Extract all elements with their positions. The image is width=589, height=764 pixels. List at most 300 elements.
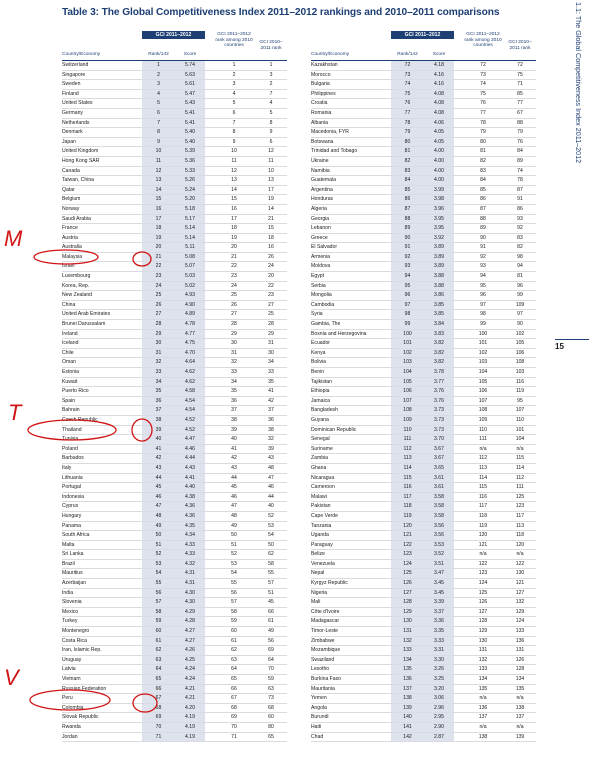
table-row — [311, 569, 536, 579]
rank-among-cell: 70 — [231, 723, 237, 730]
rank-cell: 133 — [391, 646, 424, 655]
prev-rank-cell: 8 — [269, 119, 273, 126]
prev-rank-cell: 135 — [515, 685, 525, 692]
score-cell: 4.08 — [424, 99, 454, 108]
score-cell: 3.73 — [424, 406, 454, 415]
rank-cell: 108 — [391, 406, 424, 415]
table-row — [62, 272, 287, 282]
country-cell: Chile — [62, 349, 74, 356]
table-row — [62, 474, 287, 484]
country-cell: Timor-Leste — [311, 628, 338, 635]
prev-rank-cell: 5 — [269, 109, 273, 116]
score-cell: 3.06 — [424, 694, 454, 703]
table-row — [62, 291, 287, 301]
table-row — [311, 397, 536, 407]
table-row — [311, 243, 536, 253]
country-cell: Montenegro — [62, 628, 90, 635]
score-cell: 5.33 — [175, 167, 205, 176]
column-gap — [454, 99, 462, 108]
rank-among-cell: 101 — [478, 340, 488, 347]
prev-rank-cell: 119 — [515, 388, 525, 395]
rank-cell: 71 — [142, 733, 175, 742]
rank-cell: 30 — [142, 339, 175, 348]
table-row — [62, 579, 287, 589]
column-gap — [454, 733, 462, 742]
rank-among-cell: 30 — [231, 340, 237, 347]
column-gap — [454, 90, 462, 99]
score-cell: 3.67 — [424, 445, 454, 454]
country-cell: Panama — [62, 522, 81, 529]
rank-cell: 74 — [391, 80, 424, 89]
score-cell: 5.26 — [175, 176, 205, 185]
rank-among-cell: 69 — [231, 714, 237, 721]
prev-rank-cell: 82 — [517, 244, 523, 251]
country-cell: China — [62, 301, 76, 308]
rank-cell: 75 — [391, 90, 424, 99]
prev-rank-cell: 26 — [268, 253, 274, 260]
rank-cell: 15 — [142, 195, 175, 204]
table-row — [311, 272, 536, 282]
column-gap — [454, 627, 462, 636]
prev-rank-cell: 126 — [515, 656, 525, 663]
score-cell: 4.08 — [424, 90, 454, 99]
table-row — [311, 147, 536, 157]
score-cell: 4.77 — [175, 330, 205, 339]
country-cell: Zambia — [311, 455, 328, 462]
table-row — [311, 387, 536, 397]
table-row — [62, 310, 287, 320]
rank-cell: 65 — [142, 675, 175, 684]
table-row — [311, 176, 536, 186]
country-cell: Georgia — [311, 215, 330, 222]
column-gap — [205, 474, 213, 483]
rank-cell: 117 — [391, 493, 424, 502]
column-gap — [205, 310, 213, 319]
table-row — [62, 541, 287, 551]
prev-rank-cell: 116 — [515, 378, 525, 385]
score-cell: 3.61 — [424, 483, 454, 492]
column-gap — [205, 378, 213, 387]
prev-rank-cell: 47 — [268, 474, 274, 481]
country-cell: Chad — [311, 733, 324, 740]
prev-rank-cell: 28 — [268, 321, 274, 328]
country-cell: United Arab Emirates — [62, 311, 111, 318]
rank-cell: 7 — [142, 119, 175, 128]
score-cell: 3.89 — [424, 262, 454, 271]
rank-among-cell: 92 — [480, 253, 486, 260]
score-cell: 5.17 — [175, 215, 205, 224]
score-cell: 3.47 — [424, 569, 454, 578]
rank-cell: 50 — [142, 531, 175, 540]
table-row — [62, 205, 287, 215]
rank-among-cell: 25 — [231, 292, 237, 299]
column-gap — [205, 713, 213, 722]
prev-rank-cell: 96 — [517, 282, 523, 289]
prev-rank-cell: 134 — [515, 676, 525, 682]
score-cell: 4.54 — [175, 397, 205, 406]
rank-among-cell: 88 — [480, 215, 486, 222]
table-row — [311, 723, 536, 733]
table-row — [311, 589, 536, 599]
prev-rank-cell: n/a — [516, 445, 524, 452]
rank-among-cell: 109 — [478, 416, 488, 423]
table-row — [311, 454, 536, 464]
prev-rank-cell: 104 — [515, 436, 525, 443]
prev-rank-cell: 121 — [515, 580, 525, 587]
prev-rank-cell: 66 — [268, 608, 274, 615]
rank-among-header: GCI 2011–2012 rank among 2010 countries — [464, 32, 502, 49]
prev-rank-cell: 97 — [517, 311, 523, 318]
table-row — [62, 445, 287, 455]
rank-cell: 105 — [391, 378, 424, 387]
table-row — [62, 378, 287, 388]
prev-rank-cell: 65 — [268, 733, 274, 740]
column-gap — [454, 464, 462, 473]
rank-among-cell: 124 — [478, 580, 488, 587]
rank-cell: 1 — [142, 61, 175, 70]
column-gap — [454, 483, 462, 492]
country-cell: Tunisia — [62, 436, 79, 443]
score-cell: 4.16 — [424, 71, 454, 80]
table-row — [311, 483, 536, 493]
column-gap — [205, 627, 213, 636]
page-number-rule — [555, 339, 589, 340]
column-gap — [454, 474, 462, 483]
rank-cell: 131 — [391, 627, 424, 636]
rank-among-cell: 115 — [478, 484, 488, 491]
table-row — [311, 522, 536, 532]
table-row — [311, 694, 536, 704]
rank-among-cell: 85 — [480, 186, 486, 193]
score-cell: 4.29 — [175, 608, 205, 617]
rank-among-cell: 89 — [480, 225, 486, 232]
country-cell: Côte d'Ivoire — [311, 608, 340, 615]
column-gap — [205, 646, 213, 655]
rank-among-cell: 37 — [231, 407, 237, 414]
country-cell: Cameroon — [311, 484, 335, 491]
table-row — [62, 531, 287, 541]
table-row — [311, 368, 536, 378]
score-cell: 4.58 — [175, 387, 205, 396]
country-cell: United Kingdom — [62, 148, 99, 155]
rank-among-cell: 130 — [478, 637, 488, 644]
prev-rank-cell: 15 — [268, 225, 274, 232]
rank-among-cell: 46 — [231, 493, 237, 500]
rank-among-cell: 15 — [231, 196, 237, 203]
country-cell: Turkey — [62, 618, 78, 625]
country-cell: Belize — [311, 551, 325, 558]
column-gap — [205, 512, 213, 521]
column-gap — [205, 109, 213, 118]
rank-among-cell: 106 — [478, 388, 488, 395]
column-gap — [205, 550, 213, 559]
table-row — [311, 234, 536, 244]
prev-rank-cell: 132 — [515, 599, 525, 606]
table-row — [311, 426, 536, 436]
rank-cell: 55 — [142, 579, 175, 588]
rank-among-cell: 75 — [480, 90, 486, 97]
score-cell: 4.27 — [175, 637, 205, 646]
rank-cell: 119 — [391, 512, 424, 521]
rank-cell: 9 — [142, 138, 175, 147]
table-row — [62, 589, 287, 599]
rank-among-cell: 128 — [478, 618, 488, 625]
country-cell: Bosnia and Herzegovina — [311, 330, 367, 337]
rank-among-cell: 33 — [231, 369, 237, 375]
rank-among-cell: 104 — [478, 369, 488, 375]
table-header — [62, 31, 287, 61]
table-row — [62, 138, 287, 148]
score-cell: 3.58 — [424, 512, 454, 521]
prev-rank-cell: 61 — [268, 618, 274, 625]
rank-among-cell: 36 — [231, 397, 237, 404]
table-row — [62, 301, 287, 311]
score-cell: 4.00 — [424, 176, 454, 185]
country-cell: Colombia — [62, 704, 84, 711]
score-cell: 5.18 — [175, 205, 205, 214]
country-cell: Malaysia — [62, 253, 83, 260]
prev-rank-cell: 111 — [516, 484, 524, 491]
country-cell: Finland — [62, 90, 79, 97]
country-cell: Lesotho — [311, 666, 330, 673]
prev-rank-cell: 14 — [268, 205, 274, 212]
table-row — [311, 109, 536, 119]
table-row — [311, 704, 536, 714]
rank-among-cell: 35 — [231, 388, 237, 395]
score-cell: 3.35 — [424, 627, 454, 636]
country-cell: Gambia, The — [311, 321, 341, 328]
column-gap — [454, 387, 462, 396]
prev-rank-cell: 31 — [268, 340, 274, 347]
rank-cell: 111 — [391, 435, 424, 444]
column-gap — [205, 541, 213, 550]
rank-header: Rank/142 — [148, 52, 169, 57]
column-gap — [205, 157, 213, 166]
column-gap — [454, 522, 462, 531]
table-row — [311, 637, 536, 647]
column-gap — [205, 704, 213, 713]
rank-cell: 129 — [391, 608, 424, 617]
column-gap — [454, 368, 462, 377]
rank-among-cell: 50 — [231, 532, 237, 539]
country-cell: Latvia — [62, 666, 76, 673]
prev-rank-cell: 11 — [268, 157, 274, 164]
column-gap — [454, 282, 462, 291]
rank-among-cell: 9 — [232, 138, 236, 145]
score-header: Score — [183, 52, 197, 57]
rank-among-cell: 8 — [232, 129, 236, 136]
score-cell: 4.93 — [175, 291, 205, 300]
table-row — [62, 109, 287, 119]
prev-rank-cell: n/a — [516, 551, 524, 558]
rank-among-cell: 110 — [478, 426, 488, 433]
score-cell: 4.19 — [175, 713, 205, 722]
country-cell: Cape Verde — [311, 512, 338, 519]
prev-rank-cell: 118 — [515, 532, 525, 539]
rank-cell: 28 — [142, 320, 175, 329]
table-row — [62, 387, 287, 397]
table-row — [311, 560, 536, 570]
country-cell: South Africa — [62, 532, 90, 539]
prev-rank-cell: 110 — [515, 416, 525, 423]
rank-cell: 24 — [142, 282, 175, 291]
table-row — [311, 99, 536, 109]
rank-among-cell: n/a — [479, 723, 487, 730]
rank-among-header: GCI 2011–2012 rank among 2010 countries — [215, 32, 253, 49]
score-cell: 3.30 — [424, 656, 454, 665]
column-gap — [205, 435, 213, 444]
column-gap — [454, 157, 462, 166]
prev-rank-cell: 73 — [268, 695, 274, 702]
rank-among-cell: 127 — [478, 608, 488, 615]
country-cell: Ghana — [311, 464, 327, 471]
score-cell: 4.26 — [175, 646, 205, 655]
column-gap — [454, 253, 462, 262]
prev-rank-cell: 78 — [517, 177, 523, 184]
score-cell: 3.82 — [424, 358, 454, 367]
rank-among-cell: 52 — [231, 551, 237, 558]
table-row — [62, 243, 287, 253]
rank-cell: 72 — [391, 61, 424, 70]
rank-among-cell: 112 — [478, 455, 488, 462]
rank-among-cell: 23 — [231, 273, 237, 280]
table-row — [311, 502, 536, 512]
rank-cell: 137 — [391, 685, 424, 694]
table-row — [62, 627, 287, 637]
country-cell: Austria — [62, 234, 78, 241]
prev-rank-cell: 56 — [268, 637, 274, 644]
score-cell: 3.52 — [424, 550, 454, 559]
score-cell: 3.58 — [424, 493, 454, 502]
table-row — [311, 579, 536, 589]
rank-cell: 82 — [391, 157, 424, 166]
prev-rank-cell: 22 — [268, 282, 274, 289]
score-cell: 4.38 — [175, 493, 205, 502]
column-gap — [454, 176, 462, 185]
column-gap — [454, 339, 462, 348]
rank-cell: 73 — [391, 71, 424, 80]
rank-among-cell: 90 — [480, 234, 486, 241]
column-gap — [205, 368, 213, 377]
score-cell: 4.64 — [175, 358, 205, 367]
table-row — [311, 157, 536, 167]
rank-cell: 107 — [391, 397, 424, 406]
prev-rank-cell: 45 — [268, 599, 274, 606]
country-cell: Ethiopia — [311, 388, 330, 395]
rank-cell: 34 — [142, 378, 175, 387]
country-cell: Iceland — [62, 340, 79, 347]
rank-among-cell: 95 — [480, 282, 486, 289]
column-gap — [205, 330, 213, 339]
country-cell: Jordan — [62, 733, 78, 740]
column-gap — [205, 598, 213, 607]
table-row — [62, 282, 287, 292]
rank-cell: 140 — [391, 713, 424, 722]
score-cell: 4.00 — [424, 157, 454, 166]
prev-rank-cell: 139 — [515, 733, 525, 740]
prev-rank-cell: 46 — [268, 484, 274, 491]
score-cell: 4.16 — [424, 80, 454, 89]
prev-rank-cell: n/a — [516, 723, 524, 730]
score-cell: 4.18 — [424, 61, 454, 70]
prev-rank-cell: 103 — [515, 369, 525, 375]
rank-among-cell: 100 — [478, 330, 488, 337]
column-gap — [205, 358, 213, 367]
country-header: Country/Economy — [311, 52, 350, 57]
country-header: Country/Economy — [62, 52, 101, 57]
score-cell: 3.77 — [424, 378, 454, 387]
column-gap — [205, 119, 213, 128]
rank-among-cell: 60 — [231, 628, 237, 635]
rank-cell: 23 — [142, 272, 175, 281]
prev-rank-cell: 114 — [515, 464, 525, 471]
rank-among-cell: 99 — [480, 321, 486, 328]
rank-among-cell: 93 — [480, 263, 486, 270]
table-row — [62, 685, 287, 695]
score-cell: 4.05 — [424, 138, 454, 147]
score-cell: 2.95 — [424, 713, 454, 722]
prev-rank-cell: 129 — [515, 608, 525, 615]
score-cell: 4.78 — [175, 320, 205, 329]
rank-cell: 115 — [391, 474, 424, 483]
score-cell: 5.36 — [175, 157, 205, 166]
rank-cell: 89 — [391, 224, 424, 233]
score-cell: 4.24 — [175, 675, 205, 684]
rank-among-cell: 48 — [231, 512, 237, 519]
table-row — [311, 416, 536, 426]
rank-cell: 53 — [142, 560, 175, 569]
rank-cell: 100 — [391, 330, 424, 339]
column-gap — [454, 310, 462, 319]
column-gap — [205, 99, 213, 108]
country-cell: Estonia — [62, 369, 79, 375]
rank-among-cell: 47 — [231, 503, 237, 510]
rank-among-cell: 39 — [231, 426, 237, 433]
rank-among-cell: 57 — [231, 599, 237, 606]
country-cell: Nicaragua — [311, 474, 335, 481]
prev-rank-cell: 50 — [268, 541, 274, 548]
rank-among-cell: 134 — [478, 676, 488, 682]
prev-rank-cell: 74 — [517, 167, 523, 174]
table-row — [311, 598, 536, 608]
table-row — [62, 569, 287, 579]
country-cell: Philippines — [311, 90, 336, 97]
rank-among-cell: 62 — [231, 647, 237, 654]
column-gap — [205, 282, 213, 291]
page-title: Table 3: The Global Competitiveness Index 2011–2012 rankings and 2010–2011 comparisons — [62, 7, 500, 18]
prev-rank-cell: 54 — [268, 532, 274, 539]
rank-cell: 103 — [391, 358, 424, 367]
prev-rank-cell: 62 — [268, 551, 274, 558]
table-row — [62, 397, 287, 407]
table-row — [62, 426, 287, 436]
column-gap — [205, 617, 213, 626]
prev-rank-cell: n/a — [516, 695, 524, 702]
rank-among-cell: 82 — [480, 157, 486, 164]
rank-cell: 17 — [142, 215, 175, 224]
column-gap — [454, 224, 462, 233]
rank-cell: 58 — [142, 608, 175, 617]
rank-among-cell: 43 — [231, 464, 237, 471]
column-gap — [454, 128, 462, 137]
score-cell: 3.88 — [424, 272, 454, 281]
table-row — [311, 128, 536, 138]
prev-rank-cell: 10 — [268, 167, 274, 174]
prev-rank-cell: 99 — [517, 292, 523, 299]
prev-rank-cell: 68 — [268, 704, 274, 711]
prev-rank-cell: 64 — [268, 656, 274, 663]
country-cell: Algeria — [311, 205, 327, 212]
